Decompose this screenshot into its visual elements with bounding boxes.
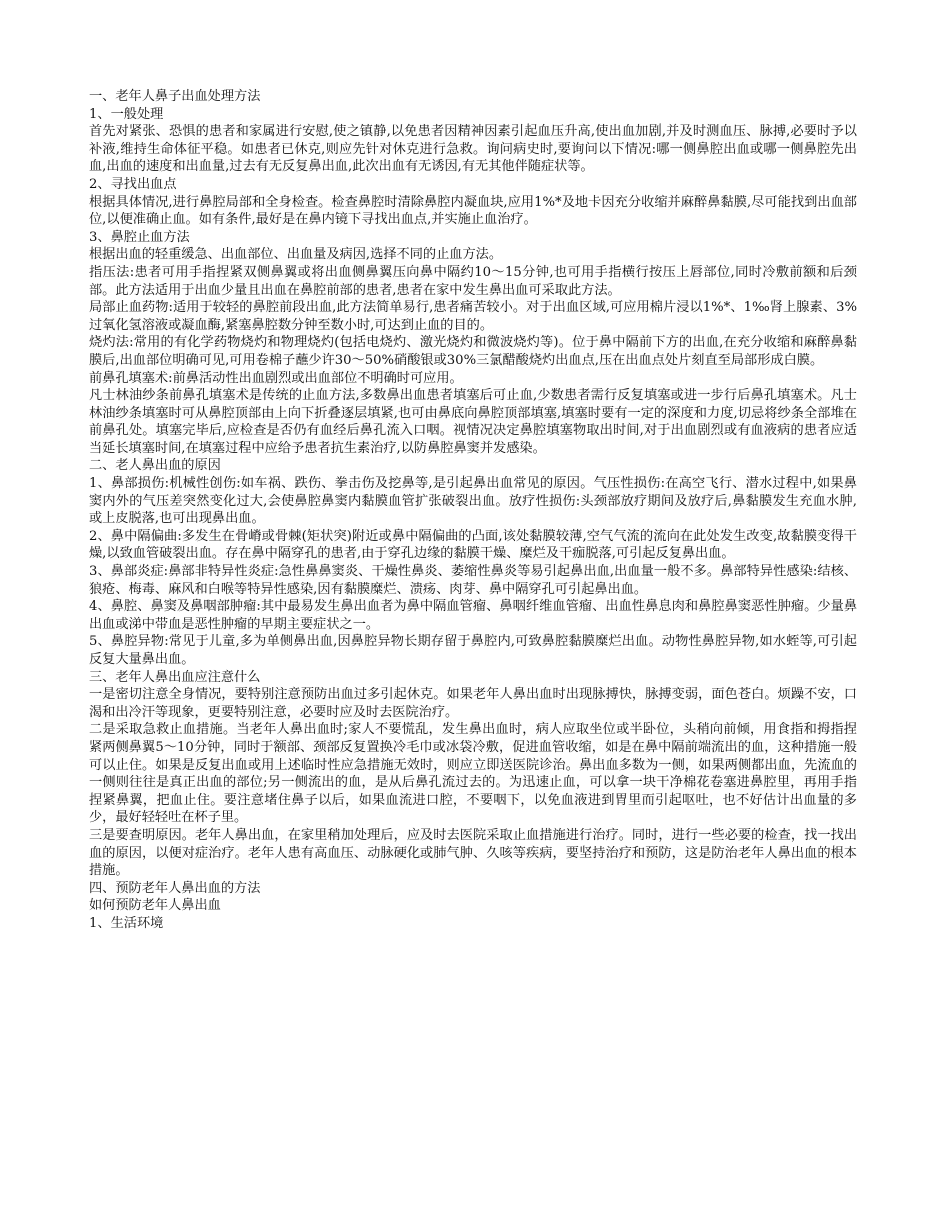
paragraph: 2、鼻中隔偏曲:多发生在骨嵴或骨棘(矩状突)附近或鼻中隔偏曲的凸面,该处黏膜较薄,空气气流的流向在此处发生改变,故黏膜变得干燥,以致血管破裂出血。存在鼻中隔穿孔的患者,由于穿孔边缘的黏膜干燥、糜烂及干痂脱落,可引起反复鼻出血。 — [89, 528, 857, 562]
paragraph: 凡士林油纱条前鼻孔填塞术是传统的止血方法,多数鼻出血患者填塞后可止血,少数患者需行反复填塞或进一步行后鼻孔填塞术。凡士林油纱条填塞时可从鼻腔顶部由上向下折叠逐层填紧,也可由鼻底向鼻腔顶部填塞,填塞时要有一定的深度和力度,切忌将纱条全部堆在前鼻孔处。填塞完毕后,应检查是否仍有血经后鼻孔流入口咽。视情况决定鼻腔填塞物取出时间,对于出血剧烈或有血液病的患者应适当延长填塞时间,在填塞过程中应给予患者抗生素治疗,以防鼻腔鼻窦并发感染。 — [89, 388, 857, 456]
paragraph: 指压法:患者可用手指捏紧双侧鼻翼或将出血侧鼻翼压向鼻中隔约10～15分钟,也可用手指横行按压上唇部位,同时冷敷前额和后颈部。此方法适用于出血少量且出血在鼻腔前部的患者,患者在家中发生鼻出血可采取此方法。 — [89, 264, 857, 298]
paragraph: 3、鼻部炎症:鼻部非特异性炎症:急性鼻鼻窦炎、干燥性鼻炎、萎缩性鼻炎等易引起鼻出血,出血量一般不多。鼻部特异性感染:结核、狼疮、梅毒、麻风和白喉等特异性感染,因有黏膜糜烂、溃疡、肉芽、鼻中隔穿孔可引起鼻出血。 — [89, 564, 858, 597]
subheading-living-environment: 1、生活环境 — [89, 915, 164, 931]
section-heading-2: 二、老人鼻出血的原因 — [89, 458, 221, 474]
subheading-hemostasis-methods: 3、鼻腔止血方法 — [89, 229, 190, 245]
paragraph: 如何预防老年人鼻出血 — [89, 898, 221, 914]
paragraph: 首先对紧张、恐惧的患者和家属进行安慰,使之镇静,以免患者因精神因素引起血压升高,使出血加剧,并及时测血压、脉搏,必要时予以补液,维持生命体征平稳。如患者已休克,则应先针对休克进行急救。询问病史时,要询问以下情况:哪一侧鼻腔出血或哪一侧鼻腔先出血,出血的速度和出血量,过去有无反复鼻出血,此次出血有无诱因,有无其他伴随症状等。 — [89, 124, 857, 175]
paragraph: 4、鼻腔、鼻窦及鼻咽部肿瘤:其中最易发生鼻出血者为鼻中隔血管瘤、鼻咽纤维血管瘤、出血性鼻息肉和鼻腔鼻窦恶性肿瘤。少量鼻出血或涕中带血是恶性肿瘤的早期主要症状之一。 — [89, 599, 857, 632]
document-body — [89, 88, 857, 933]
paragraph: 局部止血药物:适用于较轻的鼻腔前段出血,此方法简单易行,患者痛苦较小。对于出血区域,可应用棉片浸以1%*、1‰肾上腺素、3%过氧化氢溶液或凝血酶,紧塞鼻腔数分钟至数小时,可达到止血的目的。 — [89, 300, 857, 333]
paragraph: 前鼻孔填塞术:前鼻活动性出血剧烈或出血部位不明确时可应用。 — [89, 370, 463, 386]
subheading-general-treatment: 1、一般处理 — [89, 106, 164, 122]
paragraph: 二是采取急救止血措施。当老年人鼻出血时;家人不要慌乱，发生鼻出血时，病人应取坐位或半卧位，头稍向前倾，用食指和拇指捏紧两侧鼻翼5～10分钟，同时于额部、颈部反复置换冷毛巾或冰袋冷敷，促进血管收缩，如是在鼻中隔前端流出的血，这种措施一般可以止住。如果是反复出血或用上述临时性应急措施无效时，则应立即送医院诊治。鼻出血多数为一侧，如果两侧都出血，先流血的一侧则往往是真正出血的部位;另一侧流出的血，是从后鼻孔流过去的。为迅速止血，可以拿一块干净棉花卷塞进鼻腔里，再用手指捏紧鼻翼，把血止住。要注意堵住鼻子以后，如果血流进口腔，不要咽下，以免血液进到胃里而引起呕吐，也不好估计出血量的多少，最好轻轻吐在杯子里。 — [89, 722, 857, 826]
section-heading-3: 三、老年人鼻出血应注意什么 — [89, 669, 261, 685]
paragraph: 三是要查明原因。老年人鼻出血，在家里稍加处理后，应及时去医院采取止血措施进行治疗。同时，进行一些必要的检查，找一找出血的原因，以便对症治疗。老年人患有高血压、动脉硬化或肺气肿、久咳等疾病，要坚持治疗和预防，这是防治老年人鼻出血的根本措施。 — [89, 827, 857, 879]
paragraph: 5、鼻腔异物:常见于儿童,多为单侧鼻出血,因鼻腔异物长期存留于鼻腔内,可致鼻腔黏膜糜烂出血。动物性鼻腔异物,如水蛭等,可引起反复大量鼻出血。 — [89, 634, 857, 667]
paragraph: 根据出血的轻重缓急、出血部位、出血量及病因,选择不同的止血方法。 — [89, 247, 503, 263]
paragraph: 一是密切注意全身情况，要特别注意预防出血过多引起休克。如果老年人鼻出血时出现脉搏快，脉搏变弱，面色苍白。烦躁不安，口渴和出冷汗等现象，更要特别注意，必要时应及时去医院治疗。 — [89, 687, 857, 720]
subheading-find-bleeding-point: 2、寻找出血点 — [89, 176, 177, 192]
section-heading-4: 四、预防老年人鼻出血的方法 — [89, 880, 261, 896]
section-heading-1: 一、老年人鼻子出血处理方法 — [89, 89, 261, 104]
paragraph: 1、鼻部损伤:机械性创伤:如车祸、跌伤、拳击伤及挖鼻等,是引起鼻出血常见的原因。气压性损伤:在高空飞行、潜水过程中,如果鼻窦内外的气压差突然变化过大,会使鼻腔鼻窦内黏膜血管扩张破裂出血。放疗性损伤:头颈部放疗期间及放疗后,鼻黏膜发生充血水肿,或上皮脱落,也可出现鼻出血。 — [89, 476, 857, 527]
paragraph: 根据具体情况,进行鼻腔局部和全身检查。检查鼻腔时清除鼻腔内凝血块,应用1%*及地卡因充分收缩并麻醉鼻黏膜,尽可能找到出血部位,以便准确止血。如有条件,最好是在鼻内镜下寻找出血点,并实施止血治疗。 — [89, 194, 857, 228]
paragraph: 烧灼法:常用的有化学药物烧灼和物理烧灼(包括电烧灼、激光烧灼和微波烧灼等)。位于鼻中隔前下方的出血,在充分收缩和麻醉鼻黏膜后,出血部位明确可见,可用卷棉子蘸少许30～50%硝酸银或30%三氯醋酸烧灼出血点,压在出血点处片刻直至局部形成白膜。 — [89, 335, 857, 368]
